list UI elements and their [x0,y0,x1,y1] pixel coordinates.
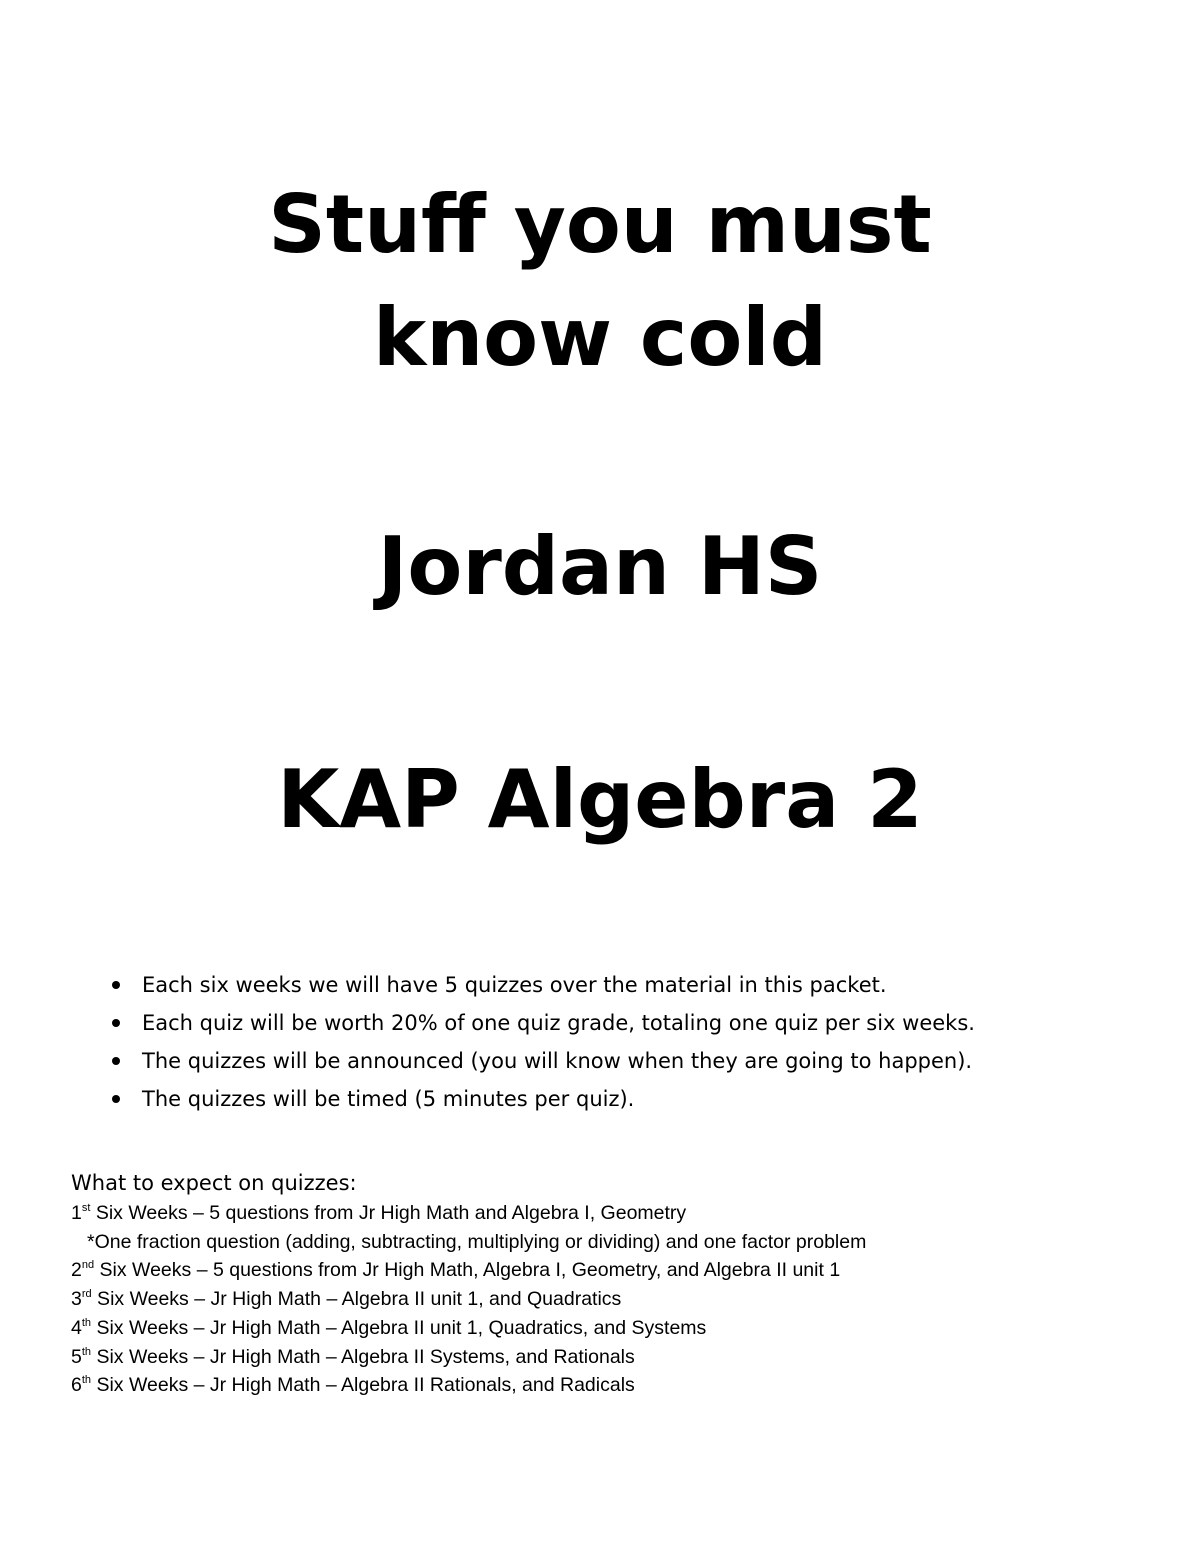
period-number: 4 [71,1316,82,1339]
period-number: 5 [71,1345,82,1368]
schedule-text: Six Weeks – 5 questions from Jr High Math and Algebra I, Geometry [90,1202,687,1224]
schedule-item [71,1314,866,1343]
list-item-text: Each six weeks we will have 5 quizzes over the material in this packet. [142,973,887,997]
quiz-rules-list [108,966,1168,1118]
schedule-text: Six Weeks – Jr High Math – Algebra II Systems, and Rationals [91,1345,635,1368]
bullet-icon [112,1019,120,1027]
period-number: 3 [71,1288,82,1311]
bullet-icon [112,1095,120,1103]
schedule-item [71,1199,866,1228]
ordinal-suffix: rd [81,1288,92,1301]
bullet-icon [112,1057,120,1065]
schedule-item [71,1285,866,1314]
ordinal-suffix: th [81,1374,92,1387]
course-name: KAP Algebra 2 [277,753,923,846]
schedule-text: Six Weeks – 5 questions from Jr High Math, Algebra I, Geometry, and Algebra II unit 1 [94,1259,841,1282]
schedule-item [71,1343,866,1372]
period-number: 1 [71,1202,82,1224]
list-item [108,1042,1168,1080]
list-item-text: The quizzes will be announced (you will know when they are going to happen). [142,1049,973,1073]
ordinal-suffix: th [81,1316,92,1329]
schedule-text: Six Weeks – Jr High Math – Algebra II unit 1, Quadratics, and Systems [91,1316,707,1339]
schedule-note [71,1228,866,1257]
list-item [108,966,1168,1004]
quiz-schedule [71,1199,866,1400]
schedule-text: Six Weeks – Jr High Math – Algebra II unit 1, and Quadratics [91,1288,622,1311]
list-item [108,1080,1168,1118]
period-number: 2 [71,1259,82,1282]
ordinal-suffix: st [81,1202,91,1214]
school-name: Jordan HS [377,520,823,613]
ordinal-suffix: th [81,1345,92,1358]
schedule-item [71,1256,866,1285]
title-line-1: Stuff you must [268,178,932,271]
schedule-text: Six Weeks – Jr High Math – Algebra II Rationals, and Radicals [91,1374,635,1397]
ordinal-suffix: nd [81,1259,95,1272]
schedule-item [71,1371,866,1400]
bullet-icon [112,981,120,989]
schedule-note-text: *One fraction question (adding, subtracting, multiplying or dividing) and one factor problem [87,1230,867,1253]
period-number: 6 [71,1374,82,1397]
title-line-2: know cold [373,291,827,384]
list-item [108,1004,1168,1042]
expect-heading: What to expect on quizzes: [71,1171,357,1195]
list-item-text: The quizzes will be timed (5 minutes per quiz). [142,1087,635,1111]
list-item-text: Each quiz will be worth 20% of one quiz grade, totaling one quiz per six weeks. [142,1011,975,1035]
